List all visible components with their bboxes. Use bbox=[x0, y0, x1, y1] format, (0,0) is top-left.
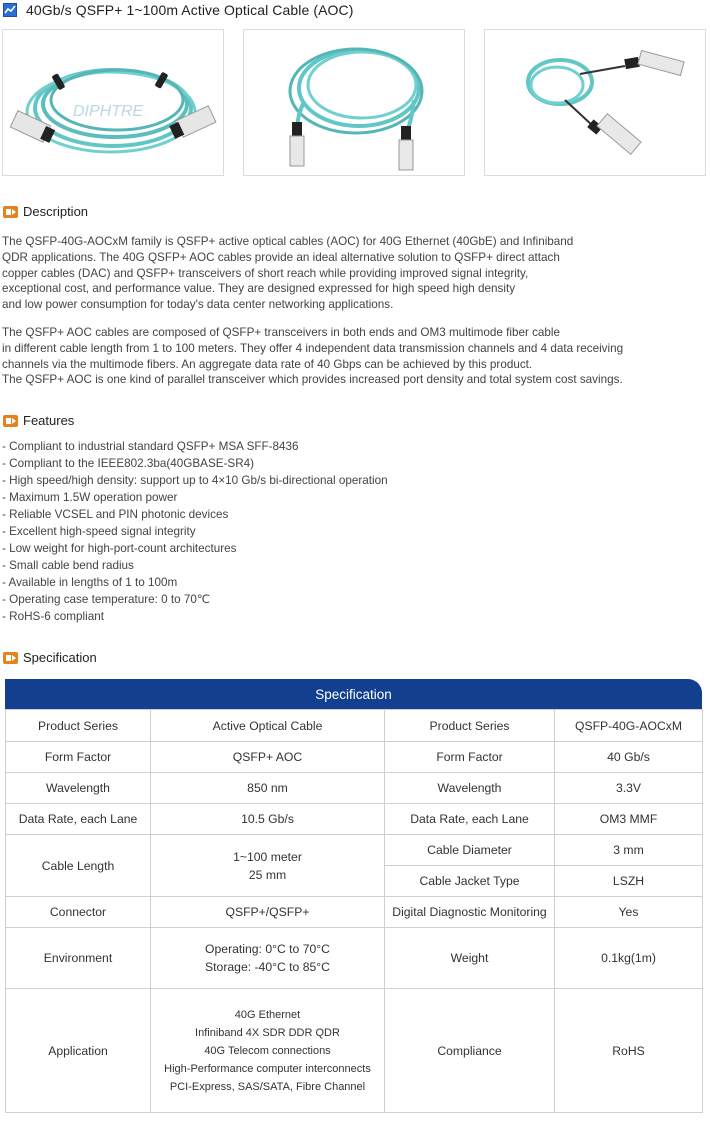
chart-icon bbox=[3, 3, 17, 17]
spec-value bbox=[151, 989, 385, 1113]
product-photo-3 bbox=[484, 29, 706, 176]
table-row bbox=[6, 928, 703, 989]
spec-value-line: Infiniband 4X SDR DDR QDR bbox=[195, 1026, 340, 1039]
features-heading bbox=[3, 413, 74, 428]
spec-label: Compliance bbox=[385, 989, 555, 1113]
table-row bbox=[6, 989, 703, 1113]
spec-value-line: 1~100 meter bbox=[233, 849, 302, 864]
table-row bbox=[6, 773, 703, 804]
section-marker-icon bbox=[3, 206, 18, 218]
text-line: and low power consumption for today's data center networking applications. bbox=[2, 298, 394, 312]
spec-value bbox=[151, 928, 385, 989]
spec-label: Form Factor bbox=[385, 742, 555, 773]
spec-value: 10.5 Gb/s bbox=[151, 804, 385, 835]
spec-label: Wavelength bbox=[385, 773, 555, 804]
product-photo-2 bbox=[243, 29, 465, 176]
list-item: - Low weight for high-port-count architectures bbox=[2, 542, 237, 555]
cable-loop-image bbox=[244, 30, 464, 175]
spec-table-banner bbox=[5, 679, 702, 709]
list-item: - Excellent high-speed signal integrity bbox=[2, 525, 196, 538]
features-list bbox=[2, 438, 388, 625]
text-line: QDR applications. The 40G QSFP+ AOC cables provide an ideal alternative solution to QSFP+ direct attach bbox=[2, 250, 560, 264]
product-photo-1 bbox=[2, 29, 224, 176]
spec-value-line: PCI-Express, SAS/SATA, Fibre Channel bbox=[169, 1080, 366, 1093]
table-row bbox=[6, 804, 703, 835]
spec-value: 40 Gb/s bbox=[555, 742, 703, 773]
spec-value bbox=[151, 835, 385, 897]
spec-value: Yes bbox=[555, 897, 703, 928]
list-item: - High speed/high density: support up to 4×10 Gb/s bi-directional operation bbox=[2, 474, 388, 487]
page-title: 40Gb/s QSFP+ 1~100m Active Optical Cable (AOC) bbox=[26, 2, 354, 18]
spec-value-line: 40G Telecom connections bbox=[204, 1044, 331, 1057]
spec-label: Cable Length bbox=[6, 835, 151, 897]
text-line: The QSFP+ AOC cables are composed of QSFP+ transceivers in both ends and OM3 multimode fiber cable bbox=[2, 326, 561, 339]
spec-label: Data Rate, each Lane bbox=[6, 804, 151, 835]
spec-label: Product Series bbox=[385, 710, 555, 742]
spec-label: Form Factor bbox=[6, 742, 151, 773]
description-heading bbox=[3, 204, 88, 219]
text-line: The QSFP-40G-AOCxM family is QSFP+ active optical cables (AOC) for 40G Ethernet (40GbE) and Infiniband bbox=[2, 235, 574, 248]
list-item: - Operating case temperature: 0 to 70℃ bbox=[2, 593, 211, 606]
text-line: exceptional cost, and performance value. They are designed expressed for high speed high density bbox=[2, 282, 516, 296]
text-line: The QSFP+ AOC is one kind of parallel transceiver which provides increased port density and total system cost savings. bbox=[2, 373, 623, 387]
description-paragraph-1 bbox=[2, 234, 702, 313]
table-row bbox=[6, 710, 703, 742]
list-item: - Reliable VCSEL and PIN photonic devices bbox=[2, 508, 229, 521]
spec-label: Application bbox=[6, 989, 151, 1113]
cable-connectors-image bbox=[485, 30, 705, 175]
text-line: in different cable length from 1 to 100 meters. They offer 4 independent data transmission channels and 4 data receiving bbox=[2, 341, 624, 355]
spec-value-line: Operating: 0°C to 70°C bbox=[205, 942, 330, 956]
spec-value-line: 40G Ethernet bbox=[234, 1008, 301, 1021]
spec-value: 3.3V bbox=[555, 773, 703, 804]
spec-value-line: High-Performance computer interconnects bbox=[164, 1062, 371, 1075]
spec-label: Product Series bbox=[6, 710, 151, 742]
list-item: - RoHS-6 compliant bbox=[2, 610, 104, 623]
spec-value: LSZH bbox=[555, 866, 703, 897]
spec-value: RoHS bbox=[555, 989, 703, 1113]
page-title-bar bbox=[3, 0, 354, 20]
spec-label: Digital Diagnostic Monitoring bbox=[385, 897, 555, 928]
spec-banner-text: Specification bbox=[315, 686, 392, 702]
list-item: - Maximum 1.5W operation power bbox=[2, 491, 178, 504]
spec-label: Wavelength bbox=[6, 773, 151, 804]
spec-value-line: Storage: -40°C to 85°C bbox=[205, 960, 330, 974]
features-heading-text: Features bbox=[23, 413, 75, 428]
spec-label: Weight bbox=[385, 928, 555, 989]
table-row bbox=[6, 897, 703, 928]
spec-label: Cable Jacket Type bbox=[385, 866, 555, 897]
spec-value: QSFP+/QSFP+ bbox=[151, 897, 385, 928]
list-item: - Compliant to the IEEE802.3ba(40GBASE-SR4) bbox=[2, 457, 255, 470]
spec-value: QSFP+ AOC bbox=[151, 742, 385, 773]
spec-value: OM3 MMF bbox=[555, 804, 703, 835]
text-line: channels via the multimode fibers. An aggregate data rate of 40 Gbps can be achieved by this product. bbox=[2, 357, 533, 371]
spec-value-line: 25 mm bbox=[248, 867, 287, 882]
description-heading-text: Description bbox=[23, 204, 89, 219]
spec-value: Active Optical Cable bbox=[151, 710, 385, 742]
table-row bbox=[6, 835, 703, 866]
spec-label: Data Rate, each Lane bbox=[385, 804, 555, 835]
spec-table bbox=[5, 709, 703, 1113]
spec-value: 3 mm bbox=[555, 835, 703, 866]
spec-value: 850 nm bbox=[151, 773, 385, 804]
spec-label: Cable Diameter bbox=[385, 835, 555, 866]
spec-value: 0.1kg(1m) bbox=[555, 928, 703, 989]
spec-label: Environment bbox=[6, 928, 151, 989]
specification-heading bbox=[3, 650, 97, 665]
cable-coil-image bbox=[3, 30, 223, 175]
section-marker-icon bbox=[3, 652, 18, 664]
table-row bbox=[6, 742, 703, 773]
list-item: - Compliant to industrial standard QSFP+ MSA SFF-8436 bbox=[2, 440, 299, 453]
text-line: copper cables (DAC) and QSFP+ transceivers of short reach while providing improved signal integrity, bbox=[2, 266, 529, 280]
list-item: - Available in lengths of 1 to 100m bbox=[2, 576, 178, 589]
specification-heading-text: Specification bbox=[23, 650, 97, 665]
watermark-text: DIPHTRE bbox=[73, 103, 144, 120]
description-paragraph-2 bbox=[2, 325, 702, 388]
section-marker-icon bbox=[3, 415, 18, 427]
spec-value: QSFP-40G-AOCxM bbox=[555, 710, 703, 742]
spec-label: Connector bbox=[6, 897, 151, 928]
list-item: - Small cable bend radius bbox=[2, 559, 134, 572]
